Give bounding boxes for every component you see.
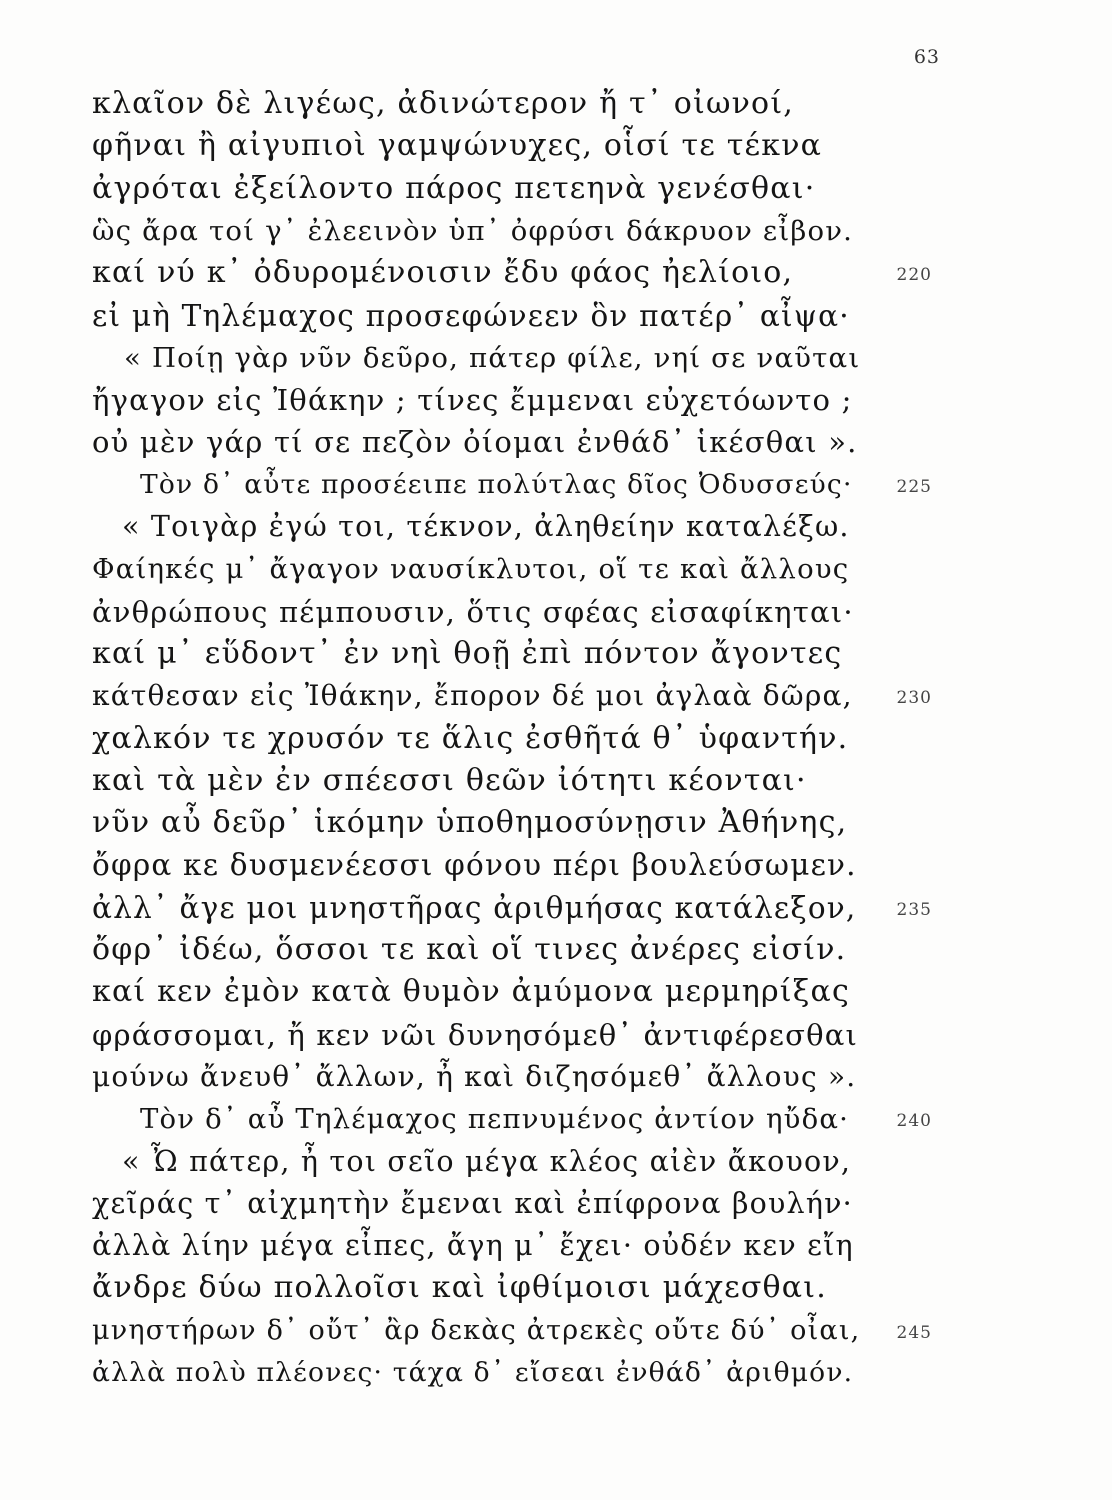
verse-line: καί κεν ἐμὸν κατὰ θυμὸν ἀμύμονα μερμηρίξας [92,974,850,1010]
verse-line: Τὸν δ᾽ αὖτε προσέειπε πολύτλας δῖος Ὀδυσσεύς· [140,468,853,500]
verse-line: ἄνδρε δύω πολλοῖσι καὶ ἰφθίμοισι μάχεσθαι. [92,1270,827,1306]
verse-line: φράσσομαι, ἤ κεν νῶι δυνησόμεθ᾽ ἀντιφέρεσθαι [92,1017,859,1052]
verse-line: « Τοιγὰρ ἐγώ τοι, τέκνον, ἀληθείην καταλέξω. [122,510,850,543]
verse-line: κλαῖον δὲ λιγέως, ἀδινώτερον ἤ τ᾽ οἰωνοί, [92,86,795,121]
verse-line: καί νύ κ᾽ ὀδυρομένοισιν ἔδυ φάος ἠελίοιο, [92,255,794,291]
line-number: 220 [896,265,932,286]
verse-line: εἰ μὴ Τηλέμαχος προσεφώνεεν ὃν πατέρ᾽ αἶψα· [92,298,850,333]
line-number: 230 [896,688,932,709]
verse-line: καί μ᾽ εὕδοντ᾽ ἐν νηὶ θοῇ ἐπὶ πόντον ἄγοντες [92,635,843,671]
line-number: 235 [896,899,932,920]
verse-line: Φαίηκές μ᾽ ἄγαγον ναυσίκλυτοι, οἵ τε καὶ ἄλλους [92,553,850,586]
verse-line: μνηστήρων δ᾽ οὔτ᾽ ἂρ δεκὰς ἀτρεκὲς οὔτε δύ᾽ οἶαι, [92,1314,861,1346]
verse-line: ἀλλὰ πολὺ πλέονες· τάχα δ᾽ εἴσεαι ἐνθάδ᾽ ἀριθμόν. [92,1357,854,1388]
verse-line: Τὸν δ᾽ αὖ Τηλέμαχος πεπνυμένος ἀντίον ηὔδα· [140,1103,850,1136]
verse-line: νῦν αὖ δεῦρ᾽ ἱκόμην ὑποθημοσύνῃσιν Ἀθήνης, [92,805,848,841]
verse-line: ἤγαγον εἰς Ἰθάκην ; τίνες ἔμμεναι εὐχετόωντο ; [92,383,853,418]
verse-line: « Ὦ πάτερ, ἦ τοι σεῖο μέγα κλέος αἰὲν ἄκουον, [122,1144,852,1178]
verse-line: μούνω ἄνευθ᾽ ἄλλων, ἦ καὶ διζησόμεθ᾽ ἄλλους ». [92,1059,857,1093]
verse-line: καὶ τὰ μὲν ἐν σπέεσσι θεῶν ἰότητι κέονται· [92,762,807,798]
verse-line: ὄφρα κε δυσμενέεσσι φόνου πέρι βουλεύσωμεν. [92,848,857,883]
verse-line: ἀγρόται ἐξείλοντο πάρος πετεηνὰ γενέσθαι· [92,170,816,206]
line-number: 245 [896,1322,932,1343]
verse-line: ἀλλὰ λίην μέγα εἶπες, ἄγη μ᾽ ἔχει· οὐδέν κεν εἴη [92,1229,854,1263]
verse-line: « Ποίῃ γὰρ νῦν δεῦρο, πάτερ φίλε, νηί σε ναῦται [124,341,861,374]
verse-line: φῆναι ἢ αἰγυπιοὶ γαμψώνυχες, οἷσί τε τέκνα [92,128,823,164]
line-number: 240 [896,1111,932,1132]
verse-line: χεῖράς τ᾽ αἰχμητὴν ἔμεναι καὶ ἐπίφρονα βουλήν· [92,1186,853,1220]
verse-line: χαλκόν τε χρυσόν τε ἅλις ἐσθῆτά θ᾽ ὑφαντήν. [92,720,849,756]
verse-line: ὣς ἄρα τοί γ᾽ ἐλεεινὸν ὑπ᾽ ὀφρύσι δάκρυον εἶβον. [92,214,854,247]
page-number: 63 [913,46,940,68]
line-number: 225 [896,476,932,497]
verse-line: ἀνθρώπους πέμπουσιν, ὅτις σφέας εἰσαφίκηται· [92,594,854,629]
verse-line: ἀλλ᾽ ἄγε μοι μνηστῆρας ἀριθμήσας κατάλεξον, [92,890,857,925]
verse-line: ὄφρ᾽ ἰδέω, ὅσσοι τε καὶ οἵ τινες ἀνέρες εἰσίν. [92,932,847,967]
verse-line: οὐ μὲν γάρ τί σε πεζὸν ὀίομαι ἐνθάδ᾽ ἱκέσθαι ». [92,425,858,460]
verse-line: κάτθεσαν εἰς Ἰθάκην, ἔπορον δέ μοι ἀγλαὰ δῶρα, [92,679,853,713]
